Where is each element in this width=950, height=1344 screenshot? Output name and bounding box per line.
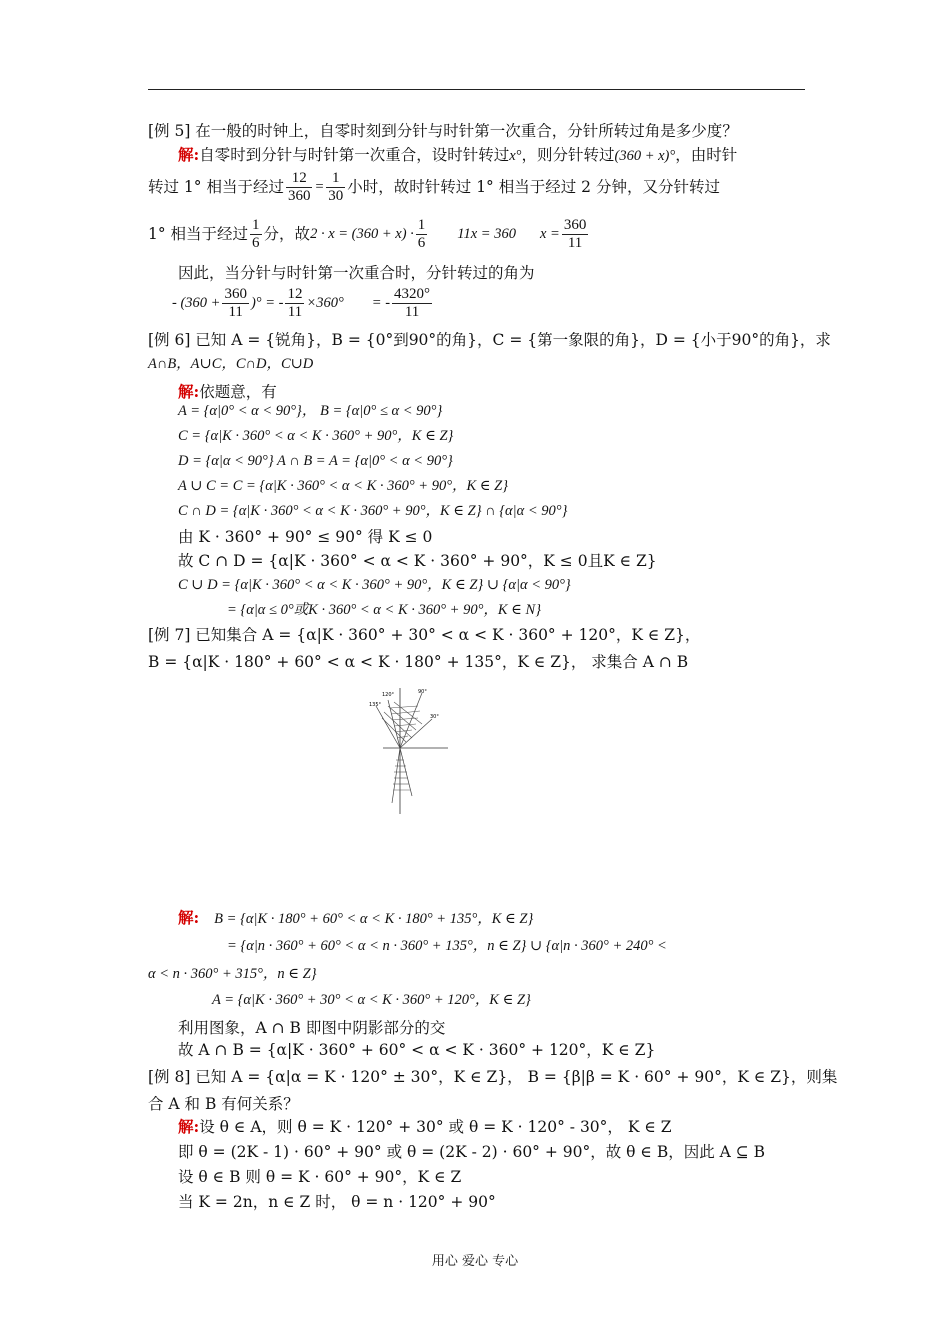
example-7-solution-line-1: 解: B = {α|K · 180° + 60° < α < K · 180° + 135°，K ∈ Z}	[178, 908, 534, 927]
math-line: C ∩ D = {α|K · 360° < α < K · 360° + 90°，K ∈ Z} ∩ {α|α < 90°}	[178, 503, 568, 519]
math-line: 利用图象，A ∩ B 即图中阴影部分的交	[178, 1019, 446, 1037]
math-line: 设 θ ∈ B 则 θ = K · 60° + 90°，K ∈ Z	[178, 1168, 462, 1186]
example-5-solution-line-2: 转过 1° 相当于经过 $\frac{12}{360}$ = $\frac{1}{30}$ 小时，故时针转过 1° 相当于经过 2 分钟，又分针转过	[148, 169, 720, 204]
solution-label: 解:	[178, 382, 200, 401]
ray-135	[376, 706, 400, 748]
solution-label: 解:	[178, 1117, 200, 1136]
math-line: 故 A ∩ B = {α|K · 360° + 60° < α < K · 360° + 120°，K ∈ Z}	[178, 1041, 656, 1059]
math-line: A = {α|K · 360° + 30° < α < K · 360° + 120°，K ∈ Z}	[212, 992, 531, 1008]
example-5-solution-line-1: 解:自零时到分针与时针第一次重合，设时针转过x°，则分针转过(360 + x)°，由时针	[178, 145, 738, 164]
ray-315	[392, 748, 400, 803]
hatch-lower	[393, 760, 410, 790]
example-6-question: [例 6] 已知 A = {锐角}，B = {0°到90°的角}，C = {第一象限的角}，D = {小于90°的角}，求	[148, 331, 831, 349]
fraction: $\frac{12}{11}$	[287, 285, 303, 320]
math-line: C = {α|K · 360° < α < K · 360° + 90°，K ∈ Z}	[178, 428, 454, 444]
example-5-solution-line-3: 1° 相当于经过 $\frac{1}{6}$ 分，故 2 · x = (360 + x) · $\frac{1}{6}$ 11x = 360 x = $\frac{360}{11}$	[148, 216, 587, 251]
example-8-question: [例 8] 已知 A = {α|α = K · 120° ± 30°，K ∈ Z}， B = {β|β = K · 60° + 90°，K ∈ Z}，则集	[148, 1068, 838, 1086]
math-line: A = {α|0° < α < 90°}， B = {α|0° ≤ α < 90°}	[178, 403, 443, 419]
example-5-question: [例 5] 在一般的时钟上，自零时刻到分针与时针第一次重合，分针所转过角是多少度？	[148, 122, 738, 140]
math-line: C ∪ D = {α|K · 360° < α < K · 360° + 90°，K ∈ Z} ∪ {α|α < 90°}	[178, 577, 571, 593]
solution-label: 解:	[178, 908, 200, 927]
example-6-solution-intro: 解:依题意，有	[178, 382, 277, 401]
math-line: 由 K · 360° + 90° ≤ 90° 得 K ≤ 0	[178, 528, 433, 546]
ray-90	[400, 693, 422, 748]
fraction: $\frac{4320^\circ}{11}$	[394, 285, 431, 320]
example-7-question: [例 7] 已知集合 A = {α|K · 360° + 30° < α < K · 360° + 120°，K ∈ Z}，	[148, 626, 701, 644]
fraction: $\frac{360}{11}$	[224, 285, 247, 320]
ray-30	[400, 719, 432, 748]
math-line: D = {α|α < 90°} A ∩ B = A = {α|0° < α < 90°}	[178, 453, 453, 469]
fraction: $\frac{1}{6}$	[417, 216, 426, 251]
header-rule	[148, 89, 805, 90]
math-line: 当 K = 2n，n ∈ Z 时， θ = n · 120° + 90°	[178, 1193, 496, 1211]
fraction: $\frac{1}{6}$	[252, 216, 260, 251]
fraction: $\frac{1}{30}$	[328, 169, 344, 204]
fraction: $\frac{360}{11}$	[563, 216, 587, 251]
example-8-question-cont: 合 A 和 B 有何关系？	[148, 1095, 299, 1113]
label-90: 90°	[418, 689, 427, 695]
page-footer: 用心 爱心 专心	[431, 1254, 519, 1269]
example-6-question-sets: A∩B，A∪C，C∩D，C∪D	[148, 356, 314, 372]
label-30: 30°	[430, 714, 439, 720]
math-line: = {α|n · 360° + 60° < α < n · 360° + 135°，n ∈ Z} ∪ {α|n · 360° + 240° <	[227, 938, 667, 954]
math-line: 即 θ = (2K - 1) · 60° + 90° 或 θ = (2K - 2) · 60° + 90°，故 θ ∈ B，因此 A ⊆ B	[178, 1143, 766, 1161]
example-8-solution-line-1: 解:设 θ ∈ A，则 θ = K · 120° + 30° 或 θ = K · 120° - 30°， K ∈ Z	[178, 1117, 672, 1136]
solution-label: 解:	[178, 145, 200, 164]
math-line: α < n · 360° + 315°，n ∈ Z}	[148, 966, 317, 982]
angle-diagram	[368, 688, 468, 814]
fraction: $\frac{12}{360}$	[287, 169, 311, 204]
label-135: 135°	[369, 702, 382, 708]
example-5-conclusion: 因此，当分针与时针第一次重合时，分针转过的角为	[178, 264, 535, 282]
math-line: = {α|α ≤ 0°或K · 360° < α < K · 360° + 90°，K ∈ N}	[227, 602, 542, 618]
math-line: 故 C ∩ D = {α|K · 360° < α < K · 360° + 90°，K ≤ 0且K ∈ Z}	[178, 552, 657, 570]
label-120: 120°	[382, 692, 395, 698]
example-7-question-b: B = {α|K · 180° + 60° < α < K · 180° + 135°，K ∈ Z}， 求集合 A ∩ B	[148, 653, 689, 671]
example-5-result: - (360 + $\frac{360}{11}$ )° = - $\frac{12}{11}$ ×360° = - $\frac{4320^\circ}{11}$	[172, 285, 431, 320]
math-line: A ∪ C = C = {α|K · 360° < α < K · 360° + 90°，K ∈ Z}	[178, 478, 509, 494]
